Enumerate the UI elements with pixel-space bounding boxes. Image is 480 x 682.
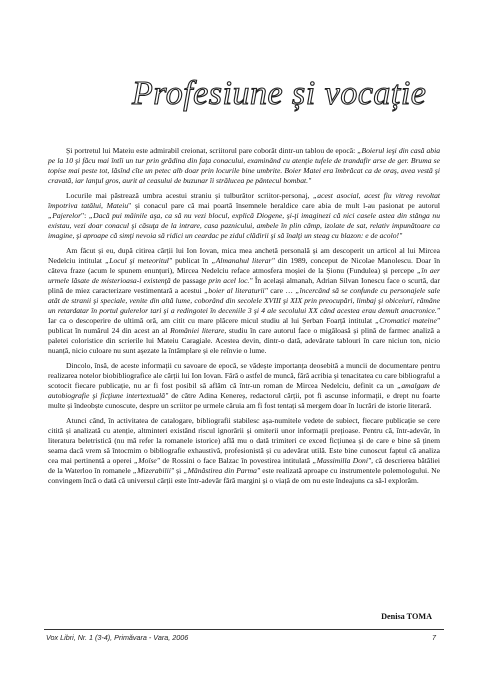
paragraph (48, 361, 440, 411)
article-body (48, 146, 440, 491)
text-run: Am făcut și eu, după citirea cărții lui Ion Iovan, mica mea anchetă personală și am descoperit un articol al lui Mircea Nedelciu intitulat (48, 246, 440, 265)
footer-divider (44, 629, 444, 630)
text-run: Atunci când, în activitatea de catalogare, bibliografii stabilesc așa-numitele vedete de subiect, fiecare publicație se cere citită și analizată cu atenție, altminteri existând riscul ignorării și omiterii unor informații prețioase. Pentru că, într-adevăr, în literatura beletristică (nu mă refer la romanele istorice) află mu o dată trimiteri ce exced ficțiunea și de care e bine să ținem seama dacă vrem să întocmim o bibliografie exhaustivă, profesionistă și cu adevărat utilă. Este bine cunoscut faptul că analiza cea mai pertinentă a operei (48, 416, 440, 465)
text-run: Iar ca o descoperire de ultimă oră, am citit cu mare plăcere micul studiu al lui Șerban Foarță intitulat (48, 316, 376, 325)
text-run: În același almanah, Adrian Silvan Ionescu face o scurtă, dar plină de miez caracterizare vestimentară a acestui (48, 276, 440, 295)
paragraph (48, 246, 440, 356)
quoted-text: „încercând să se confunde cu personajele sale atât de stranii şi speciale, venite din altă lume, coborând din secolele XVIII şi XIX prin preocupări, limbaj şi obiceiuri, rămâne un retardatar în portul gulerelor tari şi a redingotei în deceniile 3 şi 4 ale secolului XX când acestea erau demult anacronice." (48, 286, 440, 315)
quoted-text: „Pajerelor (48, 211, 82, 220)
article-title-text: Profesiune și vocație (132, 75, 427, 112)
quoted-text: României literare (170, 326, 225, 335)
quoted-text: „Mizerabilii" (132, 466, 175, 475)
text-run: , că descrierea bătăliei de la Waterloo în romanele (48, 456, 440, 475)
text-run: de passage (170, 276, 209, 285)
quoted-text: „Massimilla Doni" (312, 456, 372, 465)
page-number: 7 (432, 633, 436, 642)
paragraph (48, 146, 440, 186)
quoted-text: „Boierul ieşi din casă abia pe la 10 şi făcu mai întîi un tur prin grădina din faţa conacului, examinând cu atenție tufele de trandafir arse de ger. Bruma se topise mai peste tot, lăsînd cîte un petec alb doar prin locurile bine umbrite. Boier Matei era îmbrăcat ca de oraş, avea vestă şi cravată, iar lanţul gros, aurit al ceasului de buzunar îi strălucea pe pântecul bombat." (48, 146, 441, 185)
text-run: din 1989, conceput de Nicolae Manolescu. Doar în câteva fraze (acum le spunem enunțuri), Mircea Nedelciu reface atmosfera moșiei de la Șionu (Fundulea) și percepe (48, 256, 440, 275)
quoted-text: „Cromatici mateine" (375, 316, 440, 325)
quoted-text: „în aer urmele lăsate de misterioasa-i existenţă (48, 266, 440, 285)
quoted-text: „Mânăstirea din Parma" (183, 466, 261, 475)
quoted-text: prin acel loc." (208, 276, 253, 285)
article-title (128, 64, 427, 120)
text-run: de către Adina Kenereș, redactorul cărții, pot fi ascunse informații, e drept nu foarte multe și îndeobște cunoscute, despre un scriitor pe urmele căruia am fi fost tentați să mergem doar în lucrări de istorie literară. (48, 391, 440, 410)
text-run: publicat în numărul 24 din acest an al (48, 326, 171, 335)
text-run: care … (267, 286, 296, 295)
quoted-text: „Almanahul literar" (211, 256, 275, 265)
text-run: ": (81, 211, 89, 220)
quoted-text: „Dacă pui mâinile aşa, ca să nu vezi blocul, explică Diogene, şi-ţi imaginezi că nici casele astea din stânga nu existau, vezi doar conacul şi căsuţa de la intrare, casa paznicului, ambele în plin câmp, izolate de sat, relativ impunătoare ca imagine, şi aproape că simţi nevoia să ridici un ceardac pe zidul clădirii şi să înalţi un steag cu blazon: e de acolo!" (48, 211, 440, 240)
paragraph (48, 191, 440, 241)
paragraph (48, 416, 440, 486)
text-run: este realizată aproape cu instrumentele polemologului. Ne convingem încă o dată că universul cărții este într-adevăr fără margini și o viață de om nu este îndeajuns ca să-l explorăm. (48, 466, 440, 485)
quoted-text: „acest asocial, acest fiu vitreg revoltat împotriva tatălui, Mateiu (48, 191, 440, 210)
text-run: Și portretul lui Mateiu este admirabil creionat, scriitorul pare coborât dintr-un tablou de epocă: (66, 146, 358, 155)
text-run: publicat în (172, 256, 212, 265)
quoted-text: „Locul şi meteoritul" (105, 256, 173, 265)
quoted-text: „boier al literaturii" (204, 286, 268, 295)
text-run: Locurile mai păstrează umbra acestui straniu și tulburător scriitor-personaj, (66, 191, 314, 200)
text-run: de Rossini o face Balzac în povestirea intitulată (160, 456, 313, 465)
quoted-text: „amalgam de autobiografie şi ficţiune intertextuală" (48, 381, 440, 400)
text-run: " și conacul pare că mai poartă însemnele heraldice care abia de mult l-au pasionat pe autorul (128, 201, 440, 210)
author-signature: Denisa TOMA (381, 612, 432, 621)
quoted-text: „Moïse" (134, 456, 160, 465)
text-run: și (174, 466, 184, 475)
footer-publication: Vox Libri, Nr. 1 (3-4), Primăvara - Vara, 2006 (46, 633, 189, 642)
text-run: Dincolo, însă, de aceste informații cu savoare de epocă, se vădește importanța deosebită a muncii de documentare pentru realizarea notelor biobibliografice ale cărții lui Ion Iovan. Fără o astfel de muncă, fără acribia și tenacitatea cu care bibliograful a scotocit fiecare publicație, nu ar fi fost posibil să aflăm că într-un roman de Mircea Nedelciu, definit ca un (48, 361, 440, 390)
text-run: , studiu în care autorul face o migăloasă și plină de farmec analiză a paletei coloristice din scrierile lui Mateiu Caragiale. Acestea devin, dintr-o dată, adevărate tablouri în care niciun ton, nicio nuanță, nicio culoare nu sunt așezate la întâmplare și ele reînvie o lume. (48, 326, 440, 355)
